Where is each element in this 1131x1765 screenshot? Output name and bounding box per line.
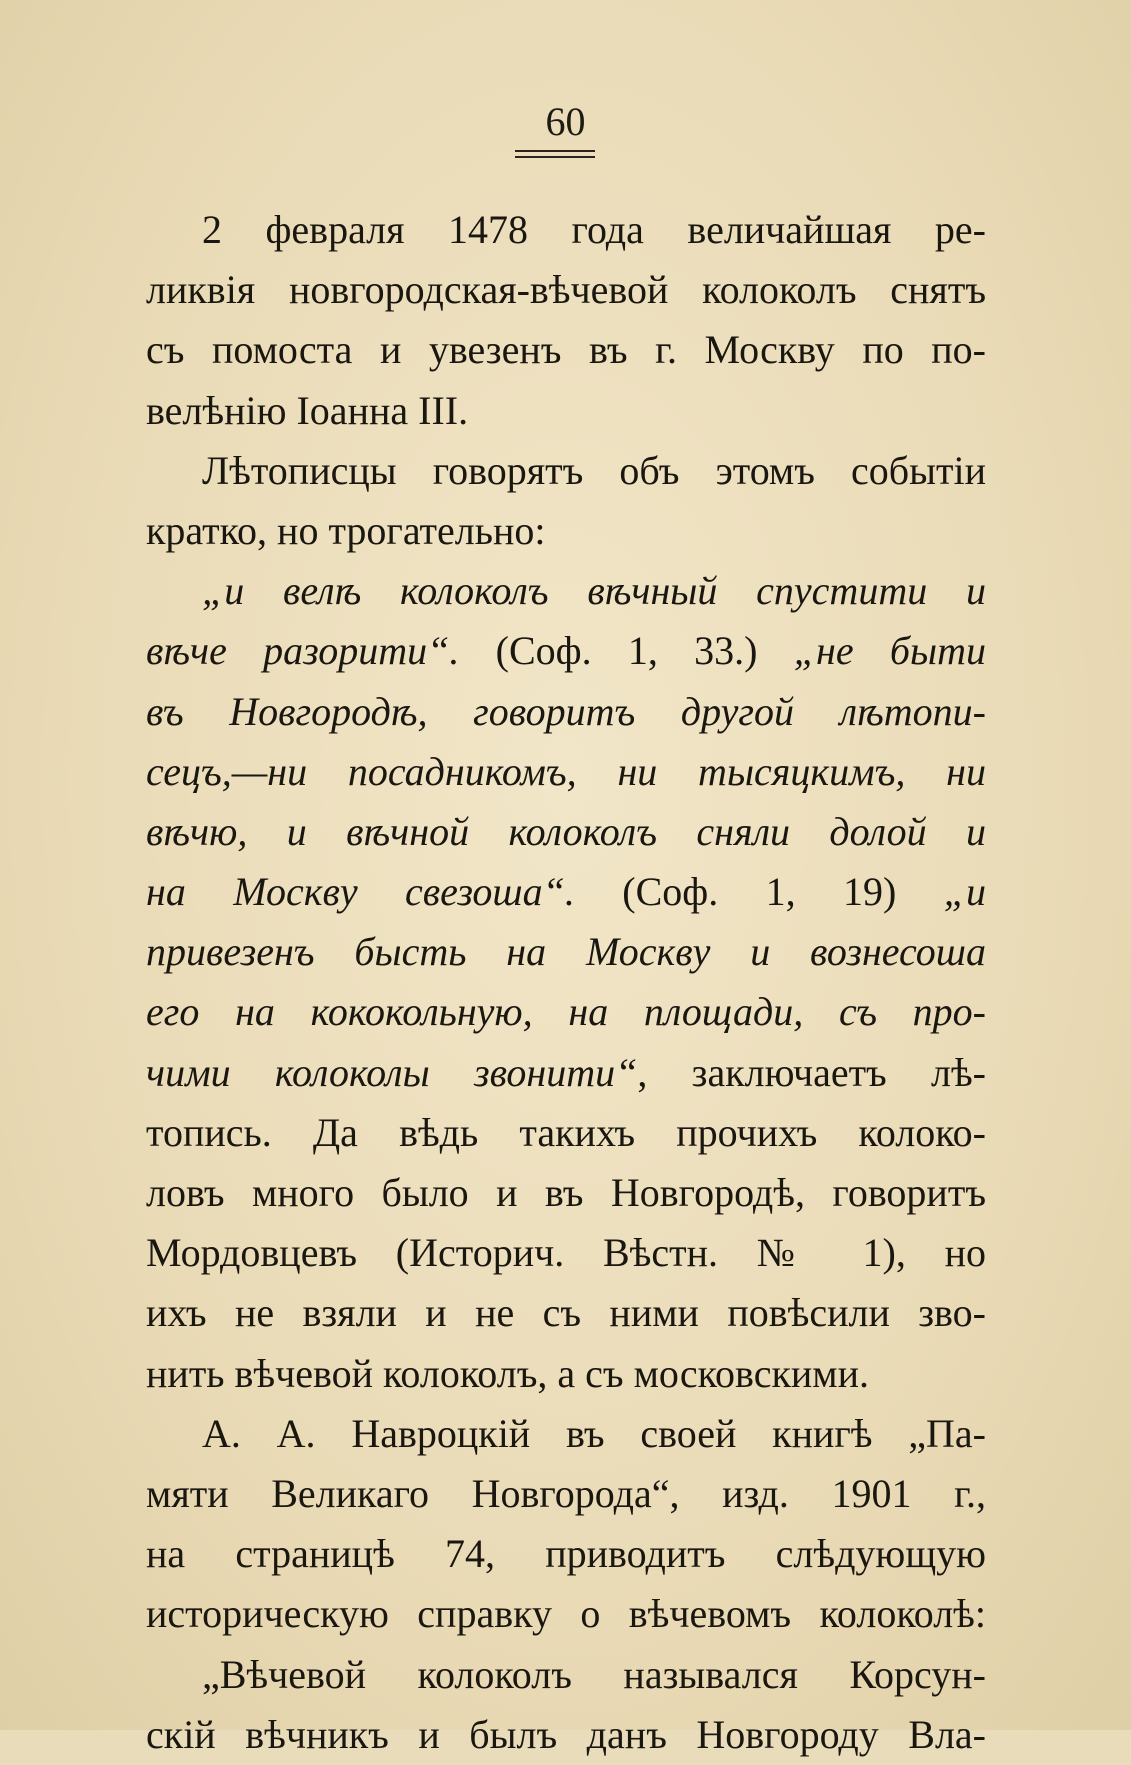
text-line — [146, 862, 986, 922]
body-text — [146, 200, 986, 1765]
text-line: топись. Да вѣдь такихъ прочихъ колоко- — [146, 1109, 986, 1155]
text-line: сецъ,—ни посадникомъ, ни тысяцкимъ, ни — [146, 748, 986, 794]
text-segment: (Соф. 1, 33.) — [459, 628, 794, 674]
text-line: въ Новгородѣ, говоритъ другой лѣтопи- — [146, 688, 986, 734]
text-line: А. А. Навроцкій въ своей книгѣ „Па- — [202, 1410, 986, 1456]
text-line: его на кококольную, на площади, съ про- — [146, 989, 986, 1035]
text-line: скій вѣчникъ и былъ данъ Новгороду Вла- — [146, 1711, 986, 1757]
text-line: ихъ не взяли и не съ ними повѣсили зво- — [146, 1290, 986, 1336]
page-number: 60 — [545, 99, 586, 144]
text-line: съ помоста и увезенъ въ г. Москву по по- — [146, 327, 986, 373]
text-segment: на Москву свезоша“. — [146, 869, 575, 915]
header-rule-bottom — [515, 156, 595, 158]
text-segment: „и — [943, 869, 986, 915]
text-line: привезенъ бысть на Москву и вознесоша — [146, 929, 986, 975]
text-line — [146, 1043, 986, 1103]
text-segment: чими колоколы звонити“ — [146, 1049, 638, 1095]
text-line: „и велѣ колоколъ вѣчный спустити и — [202, 568, 986, 614]
text-line: нить вѣчевой колоколъ, а съ московскими. — [146, 1350, 870, 1396]
header-rule-top — [515, 150, 595, 152]
text-segment: вѣче разорити“. — [146, 628, 460, 674]
text-line: кратко, но трогательно: — [146, 507, 546, 553]
text-line: Мордовцевъ (Историч. Вѣстн. № 1), но — [146, 1230, 986, 1276]
text-line: историческую справку о вѣчевомъ колоколѣ: — [146, 1591, 986, 1637]
text-line: мяти Великаго Новгорода“, изд. 1901 г., — [146, 1470, 986, 1516]
text-segment: (Соф. 1, 19) — [574, 869, 944, 915]
text-line: 2 февраля 1478 года величайшая ре- — [202, 207, 986, 252]
page-number-container — [0, 100, 1131, 144]
text-segment: „не быти — [793, 628, 986, 674]
text-line: ликвія новгородская-вѣчевой колоколъ снятъ — [146, 267, 986, 313]
text-line: Лѣтописцы говорятъ объ этомъ событіи — [202, 447, 986, 493]
text-line — [146, 621, 986, 681]
text-segment: , заключаетъ лѣ- — [637, 1049, 986, 1095]
text-line: ловъ много было и въ Новгородѣ, говоритъ — [146, 1170, 986, 1215]
text-line: „Вѣчевой колоколъ назывался Корсун- — [202, 1651, 986, 1697]
text-line: на страницѣ 74, приводитъ слѣдующую — [146, 1531, 986, 1577]
text-line: велѣнію Іоанна III. — [146, 387, 469, 433]
text-line: вѣчю, и вѣчной колоколъ сняли долой и — [146, 808, 986, 854]
